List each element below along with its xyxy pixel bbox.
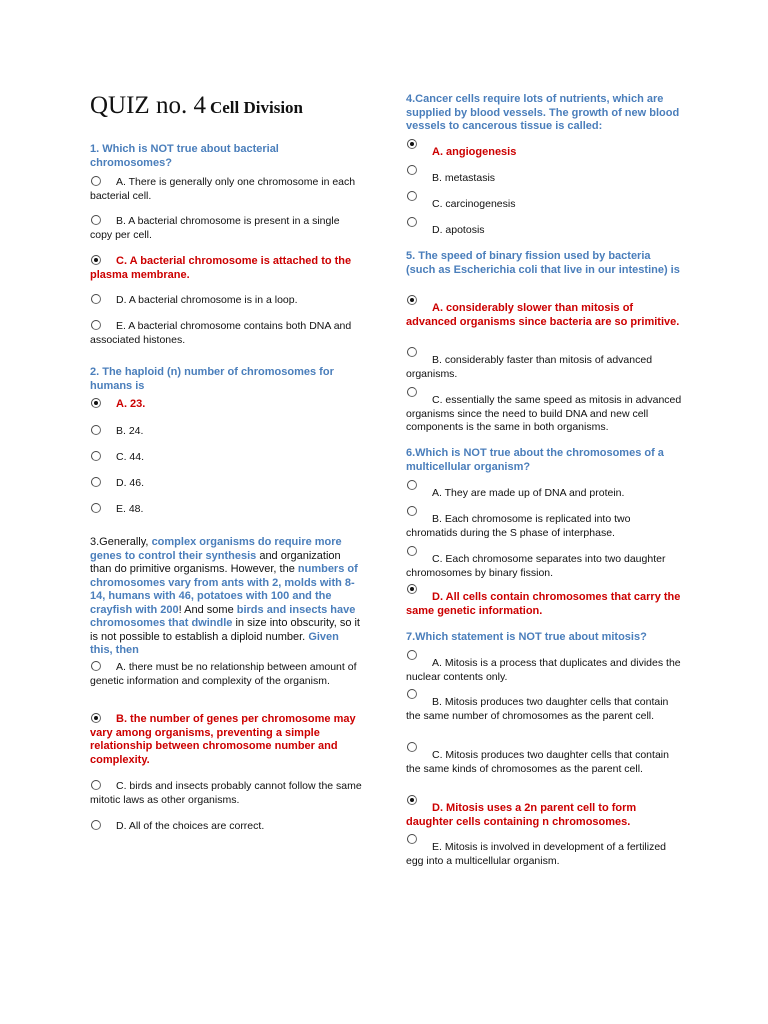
q3-option-b[interactable]: B. the number of genes per chromosome may vary among organisms, preventing a simple relationship between chromosome number and complexity. <box>90 713 356 766</box>
q7-radio-e[interactable] <box>407 834 417 844</box>
q1-radio-e[interactable] <box>91 320 101 330</box>
question-3: 3.Generally, complex organisms do require more genes to control their synthesis and organization than do primitive organisms. However, the numbers of chromosomes vary from ants with 2, molds with 8-14, humans with 46, potatoes with 100 and the crayfish with 200! And some birds and insects have chromosomes that dwindle in size into obscurity, so it is not possible to establish a diploid number. Given this, then <box>90 536 360 656</box>
q7-option-b[interactable]: B. Mitosis produces two daughter cells that contain the same number of chromosomes as the parent cell. <box>406 689 682 723</box>
q5-radio-b[interactable] <box>407 347 417 357</box>
q7-option-d[interactable]: D. Mitosis uses a 2n parent cell to form daughter cells containing n chromosomes. <box>406 795 682 829</box>
q1-radio-a[interactable] <box>91 176 101 186</box>
q1-option-b[interactable]: B. A bacterial chromosome is present in a single copy per cell. <box>90 215 340 241</box>
q5-option-b[interactable]: B. considerably faster than mitosis of advanced organisms. <box>406 347 682 381</box>
q6-option-a[interactable]: A. They are made up of DNA and protein. <box>406 480 682 501</box>
question-4: 4.Cancer cells require lots of nutrients, which are supplied by blood vessels. The growth of new blood vessels to cancerous tissue is called: <box>406 93 680 132</box>
q3-radio-c[interactable] <box>91 780 101 790</box>
question-7: 7.Which statement is NOT true about mitosis? <box>406 631 647 643</box>
q1-option-e[interactable]: E. A bacterial chromosome contains both DNA and associated histones. <box>90 320 352 346</box>
q4-radio-d[interactable] <box>407 217 417 227</box>
q6-radio-c[interactable] <box>407 546 417 556</box>
q4-option-d[interactable]: D. apotosis <box>406 217 682 238</box>
question-6: 6.Which is NOT true about the chromosomes of a multicellular organism? <box>406 447 664 473</box>
q7-radio-c[interactable] <box>407 742 417 752</box>
q5-option-a[interactable]: A. considerably slower than mitosis of advanced organisms since bacteria are so primitive. <box>406 295 682 329</box>
q2-option-a[interactable]: A. 23. <box>90 398 360 412</box>
q7-option-c[interactable]: C. Mitosis produces two daughter cells that contain the same kinds of chromosomes as the parent cell. <box>406 742 682 776</box>
q3-radio-b[interactable] <box>91 713 101 723</box>
quiz-title <box>90 92 303 120</box>
q4-radio-c[interactable] <box>407 191 417 201</box>
q1-radio-d[interactable] <box>91 294 101 304</box>
q1-radio-c[interactable] <box>91 255 101 265</box>
question-5: 5. The speed of binary fission used by bacteria (such as Escherichia coli that live in our intestine) is <box>406 250 680 276</box>
q2-option-c[interactable]: C. 44. <box>90 451 360 465</box>
q2-option-d[interactable]: D. 46. <box>90 477 360 491</box>
q3-option-a[interactable]: A. there must be no relationship between amount of genetic information and complexity of the organism. <box>90 661 357 687</box>
q7-radio-b[interactable] <box>407 689 417 699</box>
q7-option-e[interactable]: E. Mitosis is involved in development of a fertilized egg into a multicellular organism. <box>406 834 682 868</box>
q5-radio-a[interactable] <box>407 295 417 305</box>
q4-option-c[interactable]: C. carcinogenesis <box>406 191 682 212</box>
q6-option-d[interactable]: D. All cells contain chromosomes that carry the same genetic information. <box>406 584 682 618</box>
q6-option-c[interactable]: C. Each chromosome separates into two daughter chromosomes by binary fission. <box>406 546 682 580</box>
q1-option-a[interactable]: A. There is generally only one chromosome in each bacterial cell. <box>90 176 356 202</box>
q7-radio-a[interactable] <box>407 650 417 660</box>
q4-radio-b[interactable] <box>407 165 417 175</box>
q3-option-d[interactable]: D. All of the choices are correct. <box>90 820 362 834</box>
q4-radio-a[interactable] <box>407 139 417 149</box>
q1-radio-b[interactable] <box>91 215 101 225</box>
quiz-title-sub: Cell Division <box>209 98 304 117</box>
quiz-title-main: QUIZ no. 4 <box>90 92 206 119</box>
q3-option-c[interactable]: C. birds and insects probably cannot follow the same mitotic laws as other organisms. <box>90 780 362 806</box>
q6-radio-d[interactable] <box>407 584 417 594</box>
q2-radio-c[interactable] <box>91 451 101 461</box>
q6-radio-b[interactable] <box>407 506 417 516</box>
q7-option-a[interactable]: A. Mitosis is a process that duplicates and divides the nuclear contents only. <box>406 650 682 684</box>
q4-option-a[interactable]: A. angiogenesis <box>406 139 682 160</box>
q2-radio-d[interactable] <box>91 477 101 487</box>
q1-option-c[interactable]: C. A bacterial chromosome is attached to the plasma membrane. <box>90 255 352 281</box>
question-2: 2. The haploid (n) number of chromosomes for humans is <box>90 366 334 392</box>
q2-radio-e[interactable] <box>91 503 101 513</box>
q2-radio-a[interactable] <box>91 398 101 408</box>
q2-radio-b[interactable] <box>91 425 101 435</box>
q2-option-e[interactable]: E. 48. <box>90 503 360 517</box>
q6-option-b[interactable]: B. Each chromosome is replicated into two chromatids during the S phase of interphase. <box>406 506 682 540</box>
q2-option-b[interactable]: B. 24. <box>90 425 360 439</box>
q5-option-c[interactable]: C. essentially the same speed as mitosis in advanced organisms since the need to build DNA and new cell components is the same in both organisms. <box>406 387 682 435</box>
q7-radio-d[interactable] <box>407 795 417 805</box>
q1-option-d[interactable]: D. A bacterial chromosome is in a loop. <box>90 294 360 308</box>
q5-radio-c[interactable] <box>407 387 417 397</box>
question-1: 1. Which is NOT true about bacterial chromosomes? <box>90 143 279 169</box>
q4-option-b[interactable]: B. metastasis <box>406 165 682 186</box>
q6-radio-a[interactable] <box>407 480 417 490</box>
q3-radio-d[interactable] <box>91 820 101 830</box>
q3-radio-a[interactable] <box>91 661 101 671</box>
